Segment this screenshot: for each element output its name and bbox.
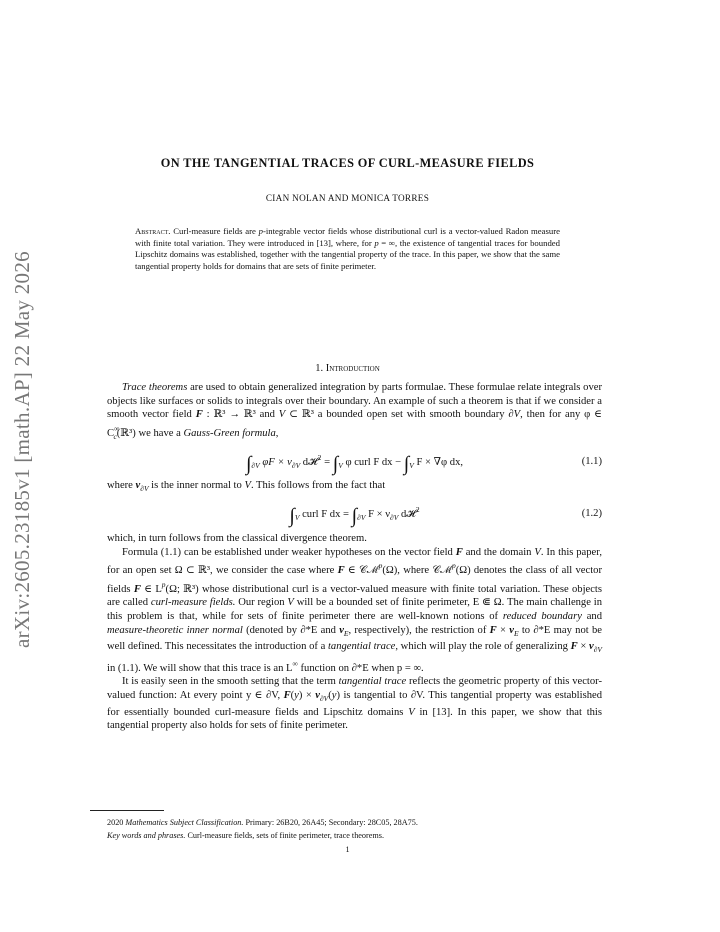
- footnote-divider: [90, 810, 164, 811]
- paper-authors: CIAN NOLAN AND MONICA TORRES: [265, 193, 430, 203]
- abstract-label: Abstract.: [135, 226, 171, 236]
- footnote-keywords: Key words and phrases. Curl-measure fields, sets of finite perimeter, trace theorems.: [107, 830, 384, 840]
- paragraph-tangential-property: It is easily seen in the smooth setting that the term tangential trace reflects the geometric property of this vector-valued function: At every point y ∈ ∂V, $F(y) \times \nu_{\partial V}(y)$ is tangential to ∂V. This tangential property was established for essentially bounded curl-measure fields and Lipschitz domains V in [13]. In this paper, we show that this tangential property also holds for sets of finite perimeter.: [107, 676, 603, 732]
- footnote-msc: 2020 Mathematics Subject Classification. Primary: 26B20, 26A45; Secondary: 28C05, 28A75.: [107, 818, 418, 827]
- section-heading-introduction: 1. Introduction: [315, 363, 380, 374]
- paragraph-weaker-hypotheses: Formula (1.1) can be established under weaker hypotheses on the vector field F and the domain V. In this paper, for an open set Ω ⊂ ℝ³, we consider the case where F ∈ 𝒞ℳ$^p$(Ω), where 𝒞ℳ$^p$(Ω) denotes the class of all vector fields F ∈ $L^p(\Omega$; ℝ³) whose distributional curl is a vector-valued measure with finite total variation. These objects are called curl-measure fields. Our region V will be a bounded set of finite perimeter, E ⋐ Ω. The main challenge in this problem is that, while for sets of finite perimeter there are well-known notions of reduced boundary and measure-theoretic inner normal (denoted by ∂*E and $\nu_E$, respectively), the restriction of $F \times \nu_E$ to ∂*E may not be well defined. This necessitates the introduction of a tangential trace, which will play the role of generalizing $F \times \nu_{\partial V}$ in (1.1). We will show that this trace is an L∞ function on ∂*E when p = ∞.: [107, 546, 603, 674]
- arxiv-identifier-stamp: arXiv:2605.23185v1 [math.AP] 22 May 2026: [10, 251, 34, 649]
- equation-tag: (1.1): [581, 455, 602, 467]
- equation-tag: (1.2): [581, 508, 602, 520]
- abstract: Abstract. Curl-measure fields are p-integrable vector fields whose distributional curl is a vector-valued Radon measure with finite total variation. They were introduced in [13], where, for p = ∞, the existence of tangential traces for bounded Lipschitz domains was established, together with the tangential property of the trace. In this paper, we show that the same tangential property holds for domains that are sets of finite perimeter.: [135, 226, 560, 271]
- paragraph-divergence: which, in turn follows from the classical divergence theorem.: [107, 532, 367, 544]
- body-text: [107, 381, 602, 733]
- paper-title: ON THE TANGENTIAL TRACES OF CURL-MEASURE FIELDS: [160, 156, 535, 170]
- footnotes: [107, 817, 607, 842]
- page-number: 1: [345, 845, 350, 854]
- paragraph-trace-theorems: Trace theorems are used to obtain generalized integration by parts formulae. These formulae relate integrals over objects like surfaces or solids to integrals over their boundary. An example of such a theorem is that if we consider a smooth vector field F : ℝ³ → ℝ³ and V ⊂ ℝ³ a bounded open set with smooth boundary ∂V, then for any φ ∈ $C^\infty_c(ℝ^3)$ we have a Gauss-Green formula,: [107, 382, 603, 441]
- paragraph-inner-normal: where $\nu_{\partial V}$ is the inner normal to V. This follows from the fact that: [107, 480, 386, 494]
- equation-1-2: $\int_V$ curl F dx = $\int_{\partial V}$ $F \times \nu_{\partial V}$ d𝓗$^2$ (1.2): [289, 505, 602, 528]
- equation-1-1: $\int_{\partial V}$ $\varphi F \times \nu_{\partial V}$ d𝓗$^2$ = $\int_V$ φ curl F dx − $\int_V$ F × ∇φ dx, (1.1): [245, 452, 602, 475]
